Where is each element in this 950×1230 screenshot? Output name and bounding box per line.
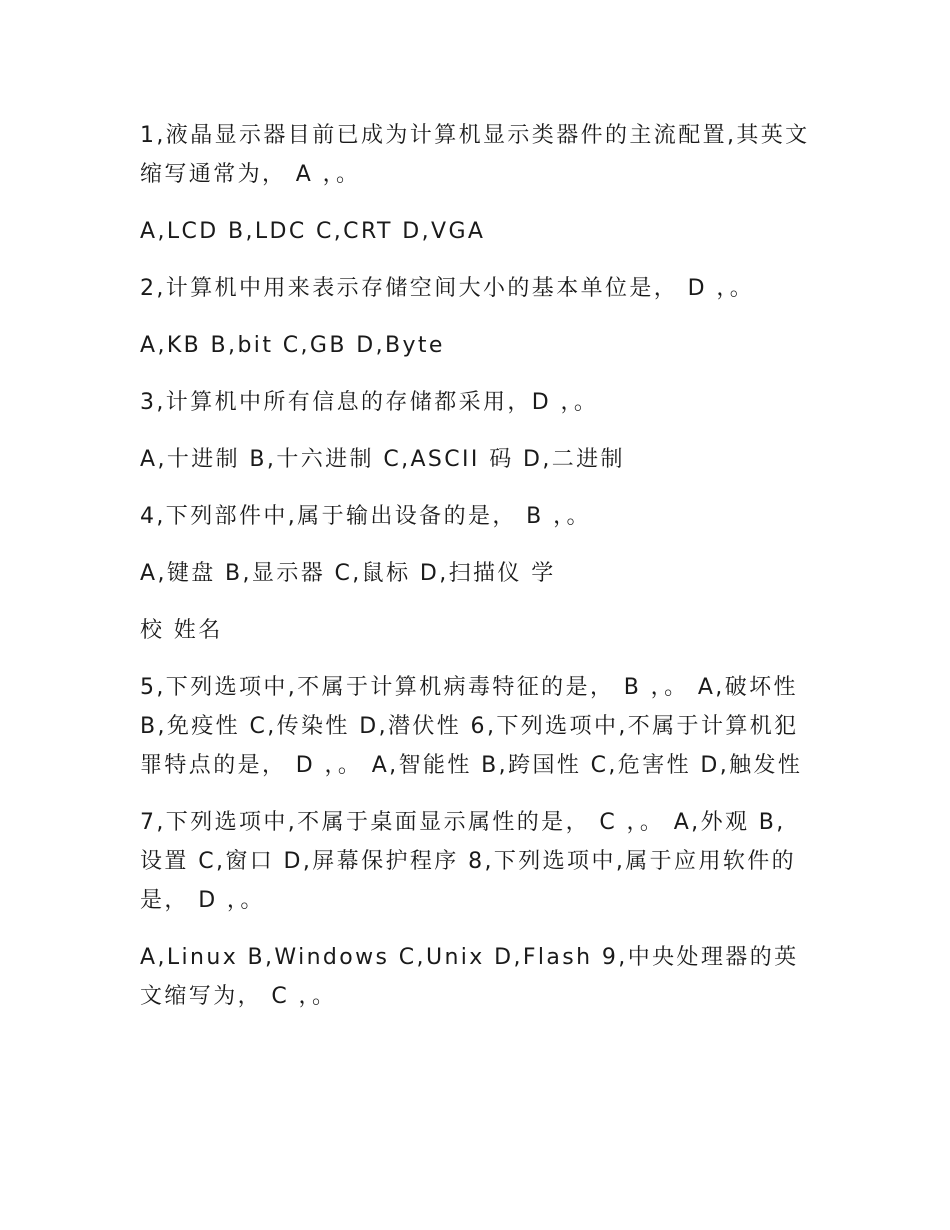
school-name-line: 校 姓名 [140, 618, 223, 643]
question-1-options: A,LCD B,LDC C,CRT D,VGA [140, 219, 486, 244]
question-2-options: A,KB B,bit C,GB D,Byte [140, 333, 445, 358]
questions-8-9: A,Linux B,Windows C,Unix D,Flash 9,中央处理器的英文缩写为， C ，。 [140, 945, 799, 1009]
question-4: 4,下列部件中,属于输出设备的是， B ，。 [140, 504, 591, 529]
question-1: 1,液晶显示器目前已成为计算机显示类器件的主流配置,其英文缩写通常为， A ，。 [140, 123, 810, 187]
question-2: 2,计算机中用来表示存储空间大小的基本单位是， D ，。 [140, 276, 755, 301]
document-body [140, 116, 810, 1034]
question-3: 3,计算机中所有信息的存储都采用，D ，。 [140, 390, 599, 415]
questions-7-8: 7,下列选项中,不属于桌面显示属性的是， C ，。 A,外观 B,设置 C,窗口 D,屏幕保护程序 8,下列选项中,属于应用软件的是， D ，。 [140, 810, 797, 913]
question-3-options: A,十进制 B,十六进制 C,ASCII 码 D,二进制 [140, 447, 625, 472]
questions-5-6: 5,下列选项中,不属于计算机病毒特征的是， B ，。 A,破坏性 B,免疫性 C,传染性 D,潜伏性 6,下列选项中,不属于计算机犯罪特点的是， D ，。 A,智能性 B,跨国性 C,危害性 D,触发性 [140, 675, 803, 778]
question-4-options: A,键盘 B,显示器 C,鼠标 D,扫描仪 学 [140, 561, 556, 586]
